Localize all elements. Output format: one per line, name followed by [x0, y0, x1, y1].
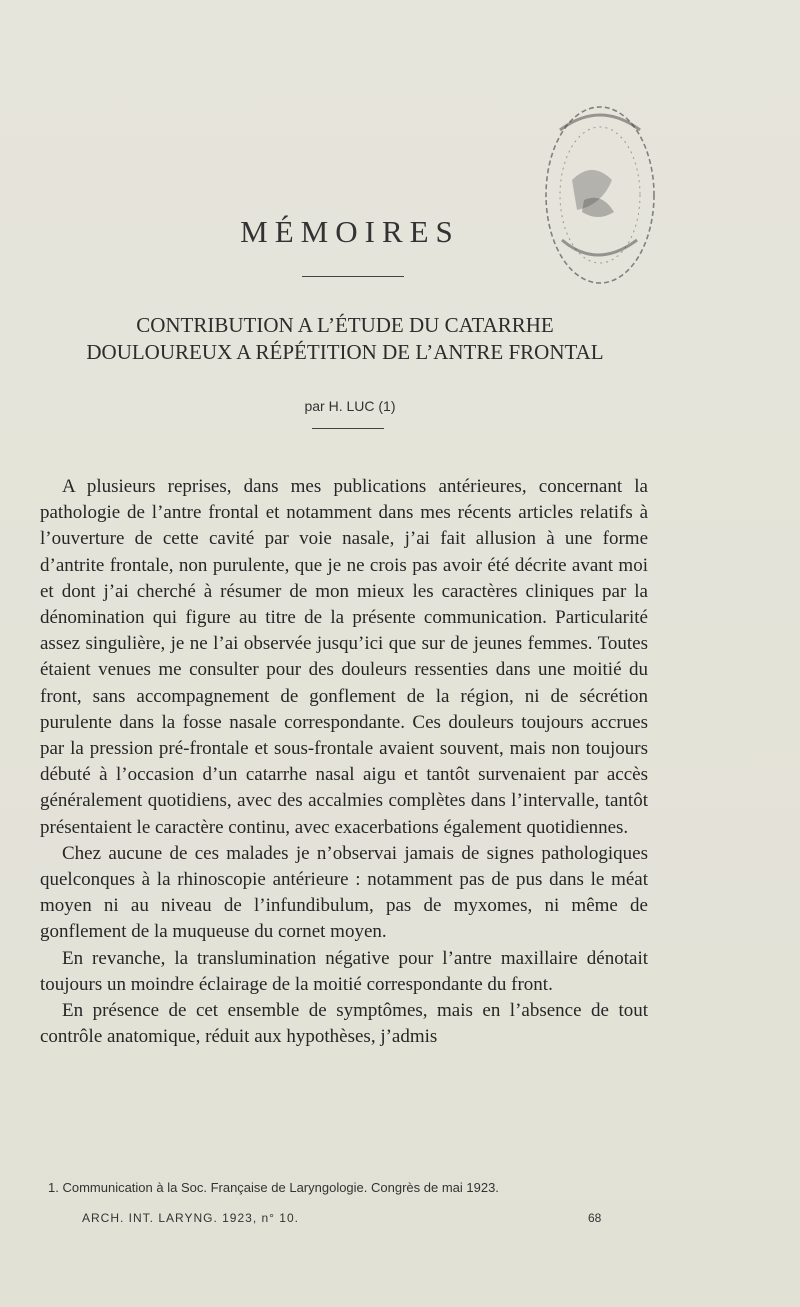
byline-divider [312, 428, 384, 429]
paragraph: En présence de cet ensemble de symptômes, mais en l’absence de tout contrôle anatomique, réduit aux hypothèses, j’admis [40, 1000, 648, 1048]
paragraph: A plusieurs reprises, dans mes publications antérieures, concernant la pathologie de l’antre frontal et notamment dans mes récents articles relatifs à l’ouverture de cette cavité par voie nasale, j’ai fait allusion à une forme d’antrite frontale, non purulente, que je ne crois pas avoir été décrite avant moi et dont j’ai cherché à résumer de mon mieux les caractères cliniques par la dénomination qui figure au titre de la présente communication. Particularité assez singulière, je ne l’ai observée jusqu’ici que sur de jeunes femmes. Toutes étaient venues me consulter pour des douleurs ressenties dans une moitié du front, sans accompagnement de gonflement de la région, ni de sécrétion purulente dans la fosse nasale correspondante. Ces douleurs toujours accrues par la pression pré-frontale et sous-frontale avaient souvent, mais non toujours débuté à l’occasion d’un catarrhe nasal aigu et tantôt survenaient par accès généralement quotidiens, avec des accalmies complètes dans l’intervalle, tantôt présentaient le caractère continu, avec exacerbations également quotidiennes. [40, 476, 648, 838]
author-byline: par H. LUC (1) [304, 398, 396, 414]
footnote: 1. Communication à la Soc. Française de Laryngologie. Congrès de mai 1923. [48, 1180, 499, 1195]
paragraph: En revanche, la translumination négative pour l’antre maxillaire dénotait toujours un moindre éclairage de la moitié correspondante du front. [40, 947, 648, 995]
article-body [40, 474, 648, 1050]
article-heading [30, 312, 660, 366]
heading-line-1: CONTRIBUTION A L’ÉTUDE DU CATARRHE [136, 313, 554, 337]
heading-line-2: DOULOUREUX A RÉPÉTITION DE L’ANTRE FRONTAL [86, 340, 604, 364]
library-stamp [532, 100, 662, 290]
paragraph: Chez aucune de ces malades je n’observai jamais de signes pathologiques quelconques à la rhinoscopie antérieure : notamment pas de pus dans le méat moyen ni au niveau de l’infundibulum, pas de myxomes, ni même de gonflement de la muqueuse du cornet moyen. [40, 842, 648, 943]
section-title: MÉMOIRES [240, 214, 460, 249]
page-number: 68 [588, 1211, 602, 1225]
title-divider [302, 276, 404, 277]
journal-reference: ARCH. INT. LARYNG. 1923, n° 10. [82, 1211, 299, 1225]
